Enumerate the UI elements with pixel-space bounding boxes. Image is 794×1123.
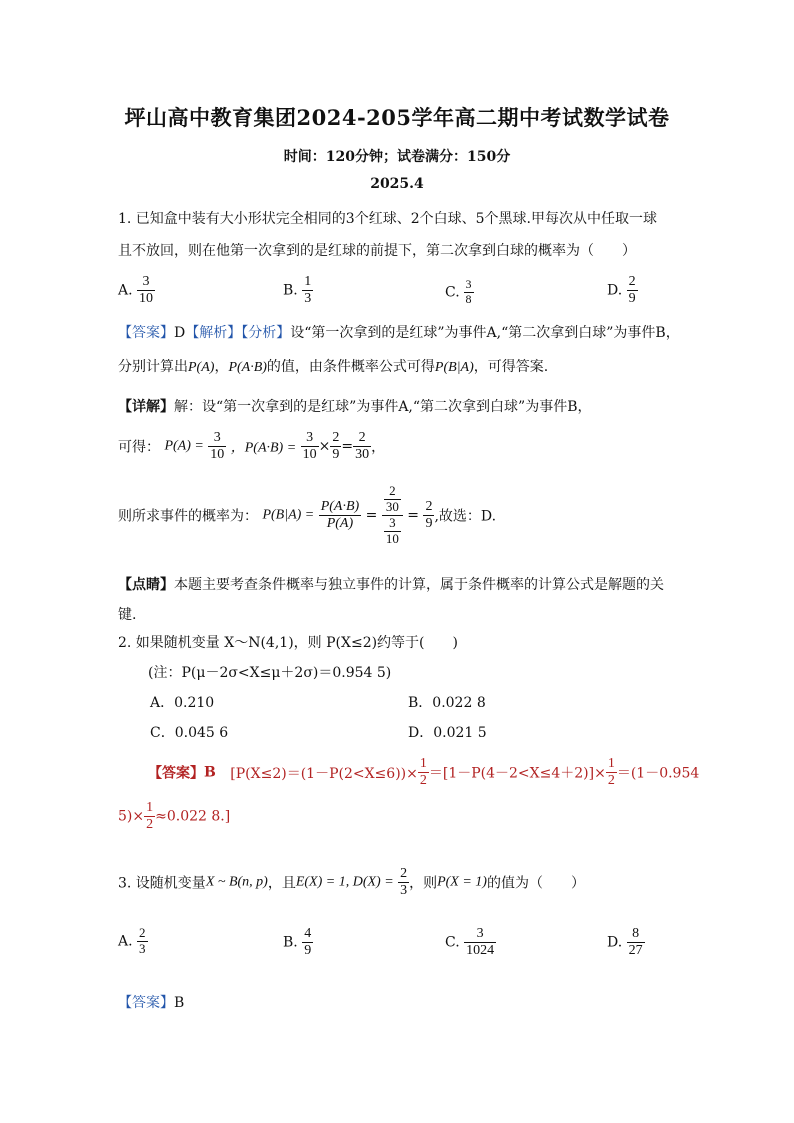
q1-answer-line (118, 322, 680, 342)
option-label: B. (283, 282, 298, 299)
option-fraction: $\frac{3}{10}$ (139, 274, 154, 307)
analysis-text: 设“第一次拿到的是红球”为事件A,“第二次拿到白球”为事件B， (290, 325, 680, 341)
q1-detail-line: 【详解】解：设“第一次拿到的是红球”为事件A,“第二次拿到白球”为事件B， (118, 399, 592, 415)
detail-tag: 【详解】 (118, 399, 174, 415)
option-label: A. (118, 282, 133, 299)
answer-tag: 【答案】 (118, 995, 174, 1011)
q2-answer-line: 【答案】B [P(X≤2)＝(1－P(2<X≤6))× $\frac{1}{2}$ ＝[1－P(4－2<X≤4＋2)]× $\frac{1}{2}$ ＝(1－0.954 (148, 756, 700, 789)
exam-meta: 时间：120分钟；试卷满分：150分 (283, 149, 511, 165)
q1-analysis-line2: 分别计算出P(A)，P(A·B)的值，由条件概率公式可得P(B|A)，可得答案. (118, 359, 549, 375)
q2-answer-line2: 5)× $\frac{1}{2}$ ≈0.022 8.] (118, 800, 231, 833)
exam-date: 2025.4 (370, 176, 424, 192)
q1-option-d[interactable] (607, 274, 638, 307)
q1-option-b[interactable] (283, 274, 313, 307)
q3-option-a[interactable]: A. $\frac{2}{3}$ (118, 925, 146, 956)
q3-stem: 3. 设随机变量X ~ B(n, p)，且E(X) = 1, D(X) = $\frac{2}{3}$ ，则P(X = 1)的值为（ ） (118, 866, 585, 899)
answer-value: B (204, 764, 216, 781)
q1-calc-line: 可得： P(A) = $\frac{3}{10}$ ，P(A·B) = $\frac{3}{10}$ × $\frac{2}{9}$ = $\frac{2}{30}$ ， (118, 430, 386, 463)
q3-option-c[interactable]: C. $\frac{3}{1024}$ (445, 926, 495, 959)
option-label: D. (607, 282, 623, 299)
q1-comment-line1: 【点睛】本题主要考查条件概率与独立事件的计算，属于条件概率的计算公式是解题的关 (118, 577, 664, 593)
answer-value: B (174, 995, 185, 1011)
option-fraction: $\frac{3}{8}$ (465, 277, 472, 306)
option-fraction: $\frac{2}{9}$ (628, 274, 636, 307)
q3-answer-line (118, 992, 184, 1012)
option-fraction: $\frac{1}{3}$ (304, 274, 312, 307)
q3-option-d[interactable]: D. $\frac{8}{27}$ (607, 926, 643, 959)
q2-option-d[interactable]: D．0.021 5 (408, 725, 487, 741)
exam-title: 坪山高中教育集团2024-205学年高二期中考试数学试卷 (124, 105, 670, 130)
q2-stem: 2. 如果随机变量 X～N(4,1)，则 P(X≤2)约等于( ) (118, 635, 458, 651)
answer-value: D (174, 325, 186, 341)
q1-comment-line2: 键. (118, 607, 137, 623)
analysis-tag: 【解析】【分析】 (185, 325, 291, 341)
q1-stem-line1: 1. 已知盒中装有大小形状完全相同的3个红球、2个白球、5个黑球.甲每次从中任取一球 (118, 211, 657, 227)
q1-stem-line2: 且不放回，则在他第一次拿到的是红球的前提下，第二次拿到白球的概率为（ ） (118, 243, 636, 259)
answer-tag: 【答案】 (118, 325, 174, 341)
q1-option-a[interactable] (118, 274, 155, 307)
q3-option-b[interactable]: B. $\frac{4}{9}$ (283, 926, 312, 959)
q2-option-a[interactable]: A．0.210 (150, 695, 215, 711)
q1-result-line: 则所求事件的概率为： P(B|A) = $\frac{P(A\cdot B)}{P(A)}$ = $\frac{\frac{2}{30}}{\frac{3}{10}}$ = $\frac{2}{9}$ ,故选：D. (118, 483, 497, 546)
comment-tag: 【点睛】 (118, 577, 174, 593)
answer-tag: 【答案】 (148, 765, 204, 782)
q1-option-c[interactable] (445, 278, 474, 307)
q2-option-c[interactable]: C．0.045 6 (150, 725, 229, 741)
option-label: C. (445, 284, 460, 301)
q2-note: (注：P(μ－2σ<X≤μ＋2σ)＝0.954 5) (148, 665, 392, 681)
q2-option-b[interactable]: B．0.022 8 (408, 695, 486, 711)
